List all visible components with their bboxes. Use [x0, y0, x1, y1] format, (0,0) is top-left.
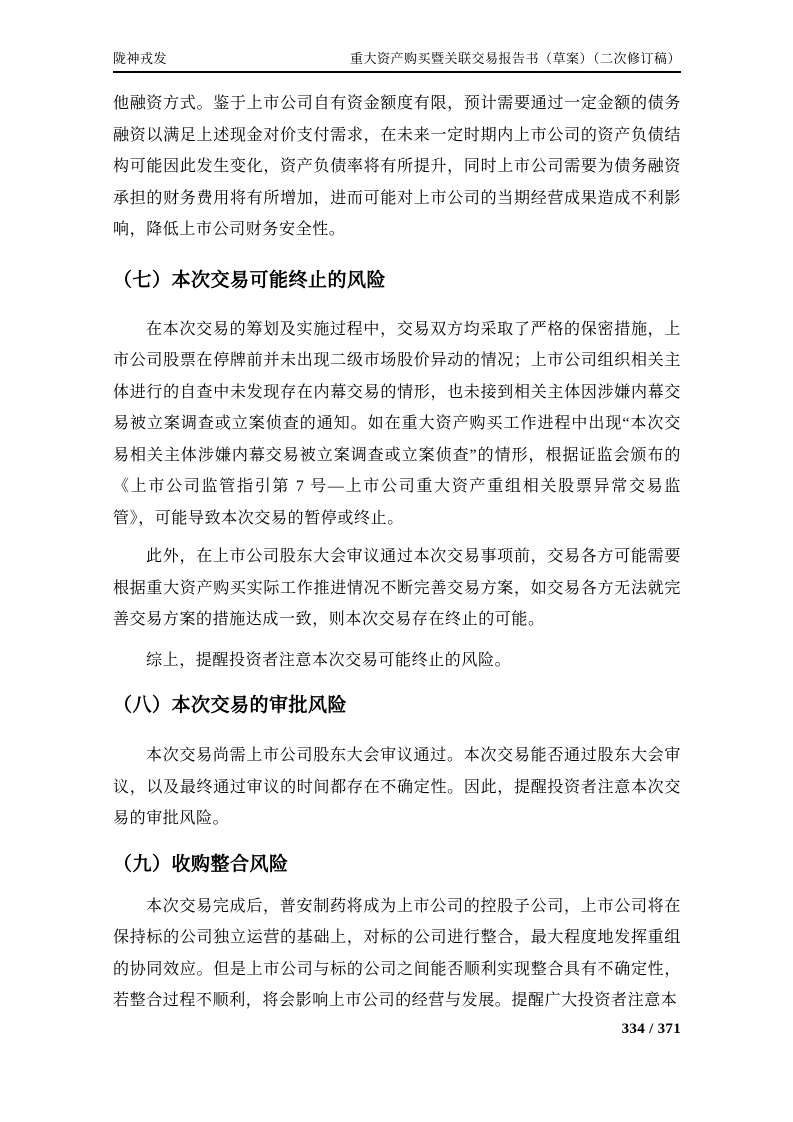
- section-heading-7-termination-risk: （七）本次交易可能终止的风险: [113, 269, 387, 291]
- paragraph-insider-trading-confidentiality: 在本次交易的筹划及实施过程中，交易双方均采取了严格的保密措施，上市公司股票在停牌前并未出现二级市场股价异动的情况；上市公司组织相关主体进行的自查中未发现存在内幕交易的情形，也未接到相关主体因涉嫌内幕交易被立案调查或立案侦查的通知。如在重大资产购买工作进程中出现“本次交易相关主体涉嫌内幕交易被立案调查或立案侦查”的情形，根据证监会颁布的《上市公司监管指引第 7 号—上市公司重大资产重组相关股票异常交易监管》，可能导致本次交易的暂停或终止。: [113, 320, 681, 527]
- document-body: [113, 71, 681, 1017]
- paragraph-plan-refinement: 此外，在上市公司股东大会审议通过本次交易事项前，交易各方可能需要根据重大资产购买实际工作推进情况不断完善交易方案，如交易各方无法就完善交易方案的措施达成一致，则本次交易存在终止的可能。: [113, 548, 681, 628]
- header-right-title: 重大资产购买暨关联交易报告书（草案）（二次修订稿）: [349, 51, 681, 66]
- paragraph-integration-risk: 本次交易完成后，普安制药将成为上市公司的控股子公司，上市公司将在保持标的公司独立运营的基础上，对标的公司进行整合，最大程度地发挥重组的协同效应。但是上市公司与标的公司之间能否顺利实现整合具有不确定性，若整合过程不顺利，将会影响上市公司的经营与发展。提醒广大投资者注意本: [113, 897, 681, 1009]
- paragraph-continuation-debt-financing: 他融资方式。鉴于上市公司自有资金额度有限，预计需要通过一定金额的债务融资以满足上述现金对价支付需求，在未来一定时期内上市公司的资产负债结构可能因此发生变化，资产负债率将有所提升，同时上市公司需要为债务融资承担的财务费用将有所增加，进而可能对上市公司的当期经营成果造成不利影响，降低上市公司财务安全性。: [113, 95, 681, 238]
- header-left-title: 陇神戎发: [113, 51, 168, 66]
- page-number: 334 / 371: [621, 1021, 681, 1037]
- page-header: [113, 50, 681, 73]
- paragraph-termination-reminder: 综上，提醒投资者注意本次交易可能终止的风险。: [146, 651, 512, 669]
- section-heading-9-integration-risk: （九）收购整合风险: [113, 853, 289, 875]
- page-header-rule: [113, 50, 681, 73]
- section-heading-8-approval-risk: （八）本次交易的审批风险: [113, 695, 348, 716]
- paragraph-shareholder-approval: 本次交易尚需上市公司股东大会审议通过。本次交易能否通过股东大会审议，以及最终通过审议的时间都存在不确定性。因此，提醒投资者注意本次交易的审批风险。: [113, 747, 681, 827]
